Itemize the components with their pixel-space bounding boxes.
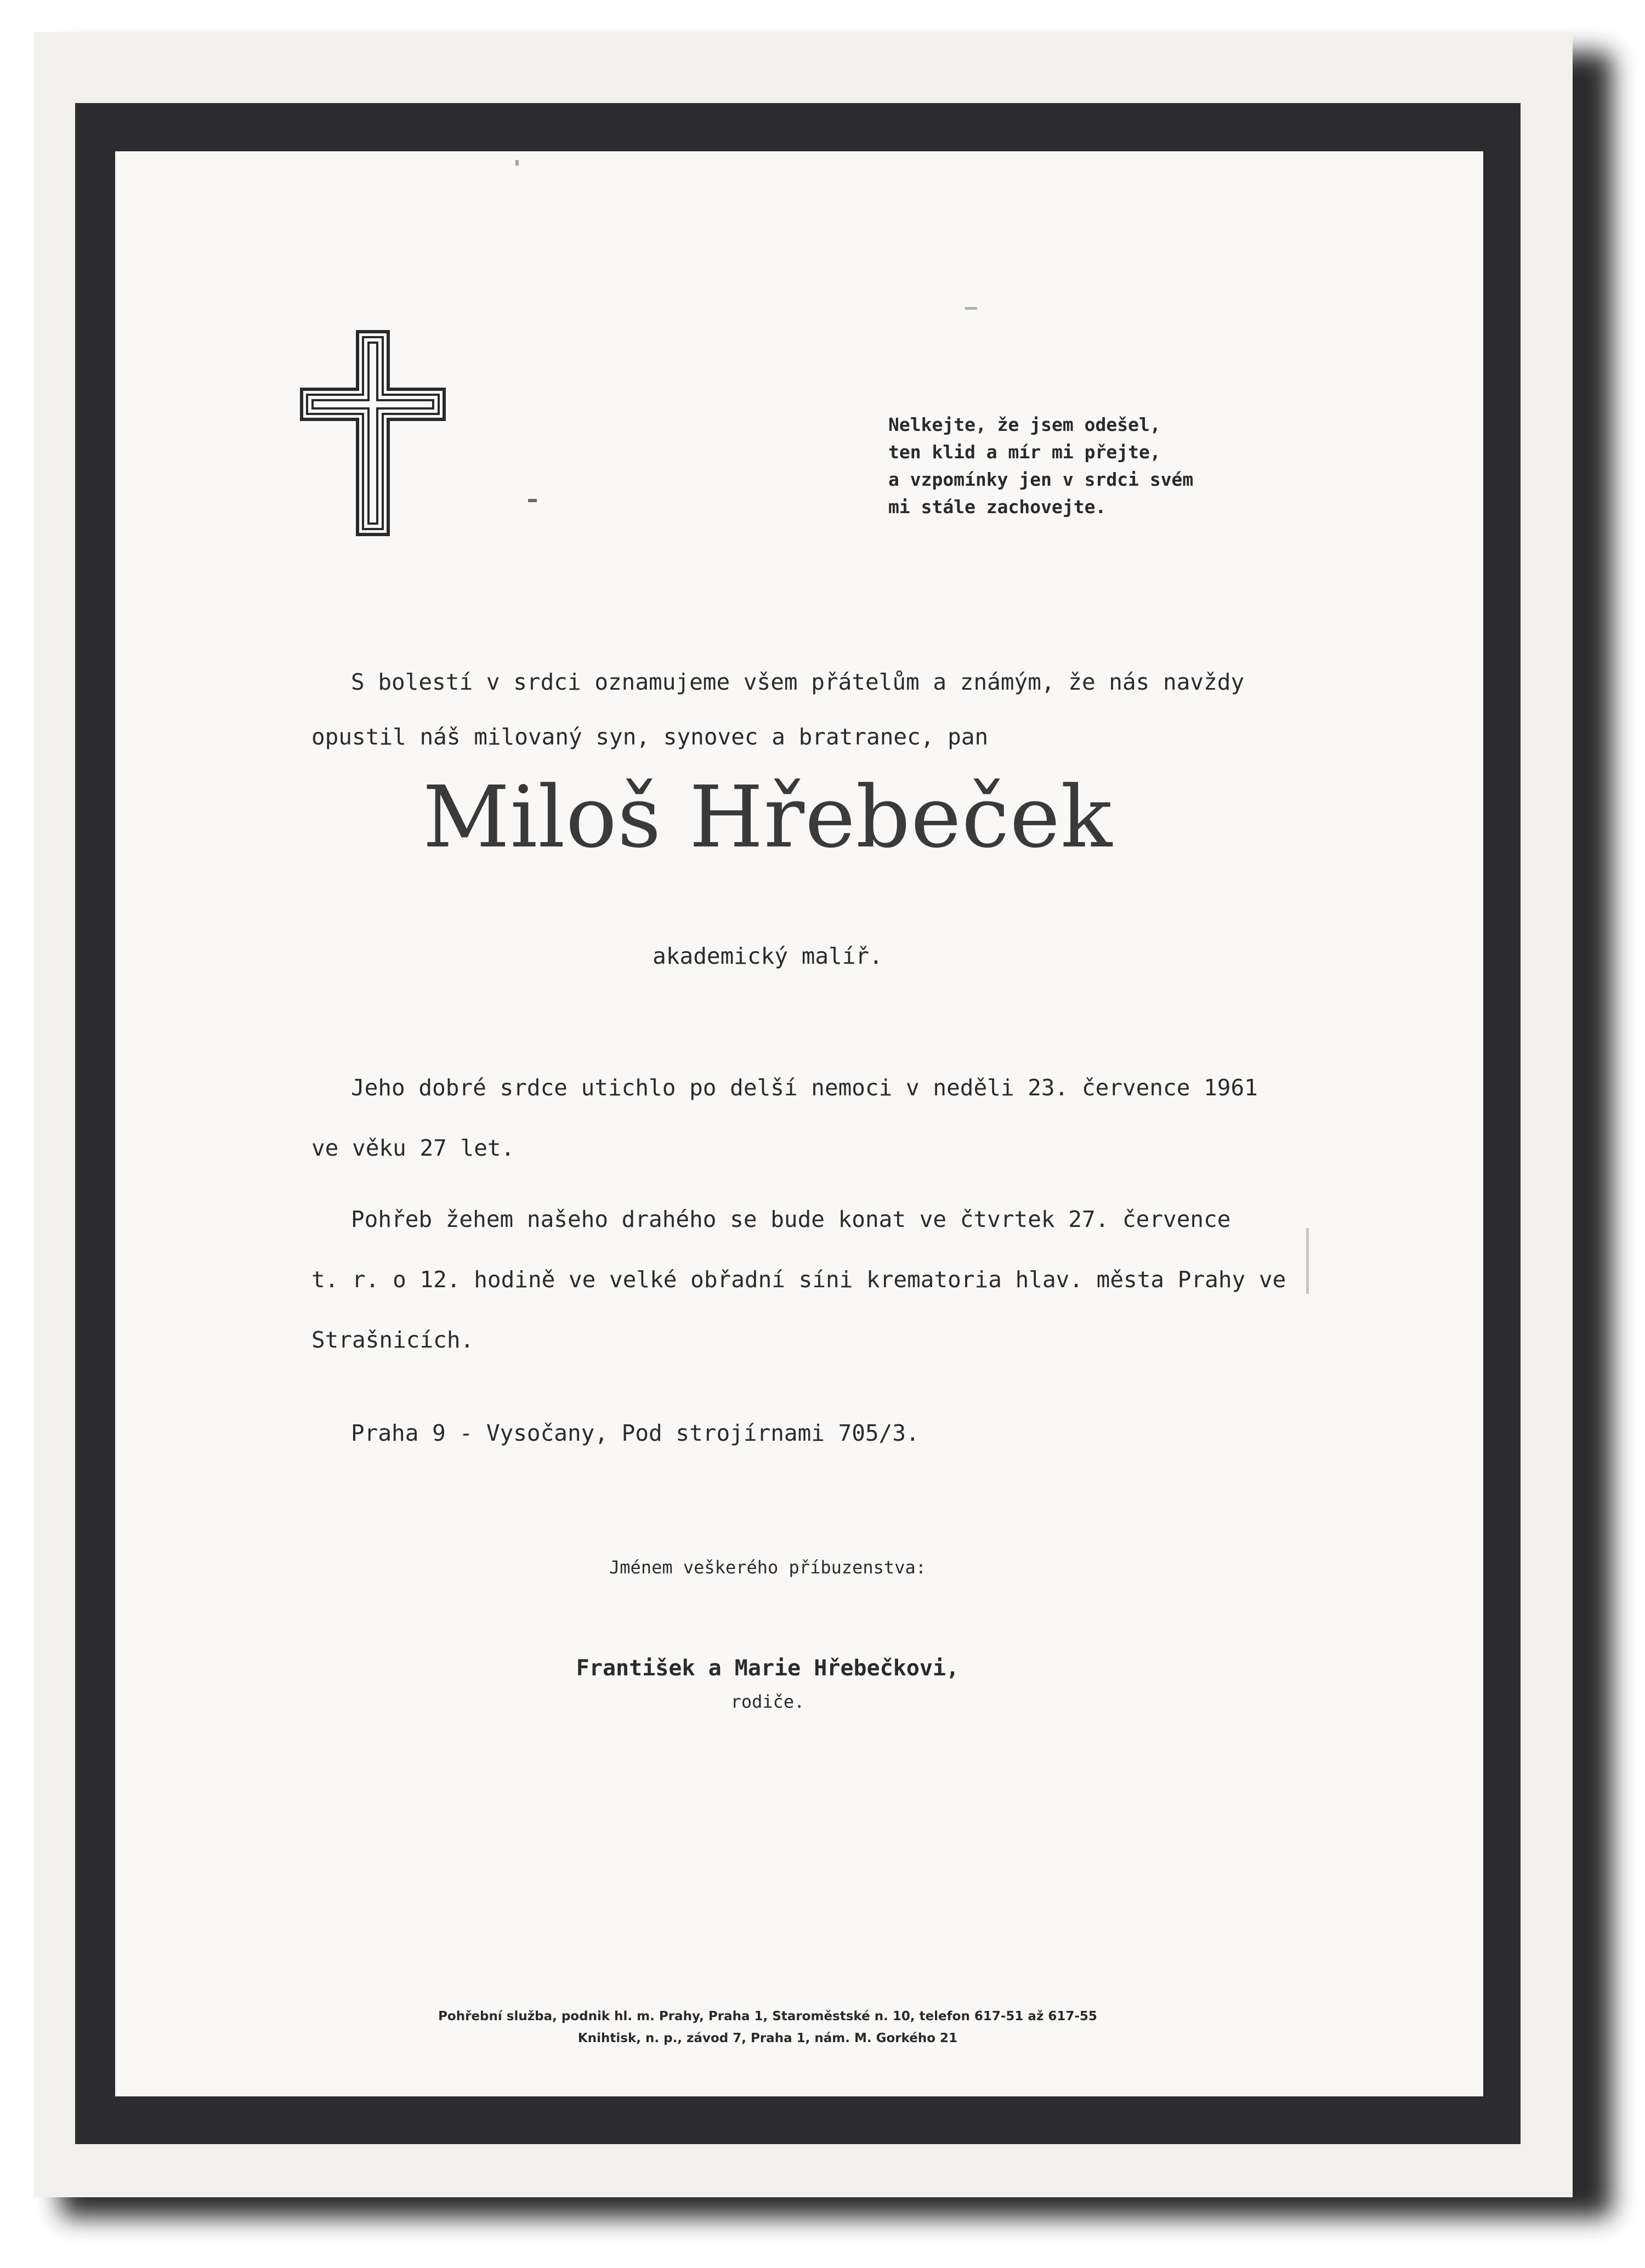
funeral-line-2: t. r. o 12. hodině ve velké obřadní síni krematoria hlav. města Prahy ve (311, 1266, 1286, 1293)
verse-line: ten klid a mír mi přejte, (888, 441, 1161, 463)
announcement-line-2: opustil náš milovaný syn, synovec a bratranec, pan (311, 724, 989, 750)
paper-speck (528, 499, 537, 502)
verse-line: Nelkejte, že jsem odešel, (888, 414, 1161, 435)
family-address: Praha 9 - Vysočany, Pod strojírnami 705/3. (351, 1420, 920, 1446)
paper-speck (1306, 1228, 1309, 1294)
paper-speck (965, 307, 977, 310)
signature-relation: rodiče. (730, 1691, 805, 1712)
verse-line: a vzpomínky jen v srdci svém (888, 469, 1194, 490)
funeral-line-3: Strašnicích. (311, 1327, 474, 1353)
signature-intro: Jménem veškerého příbuzenstva: (609, 1557, 926, 1578)
memorial-verse (888, 411, 1272, 521)
announcement-line-1: S bolestí v srdci oznamujeme všem přátelům a známým, že nás navždy (351, 669, 1245, 695)
latin-cross-outline-icon (296, 329, 450, 537)
signature-names: František a Marie Hřebečkovi, (576, 1656, 960, 1681)
footer-funeral-service: Pohřební služba, podnik hl. m. Prahy, Praha 1, Staroměstské n. 10, telefon 617-51 až 617-55 (438, 2009, 1097, 2023)
death-line-1: Jeho dobré srdce utichlo po delší nemoci v neděli 23. července 1961 (351, 1075, 1258, 1101)
obituary-sheet (34, 32, 1573, 2197)
verse-line: mi stále zachovejte. (888, 496, 1107, 518)
death-line-2: ve věku 27 let. (311, 1135, 515, 1161)
paper-speck (515, 160, 519, 166)
deceased-title: akademický malíř. (653, 943, 883, 969)
footer-printer: Knihtisk, n. p., závod 7, Praha 1, nám. M. Gorkého 21 (577, 2031, 958, 2045)
deceased-name: Miloš Hřebeček (422, 768, 1113, 867)
funeral-line-1: Pohřeb žehem našeho drahého se bude konat ve čtvrtek 27. července (351, 1206, 1231, 1232)
